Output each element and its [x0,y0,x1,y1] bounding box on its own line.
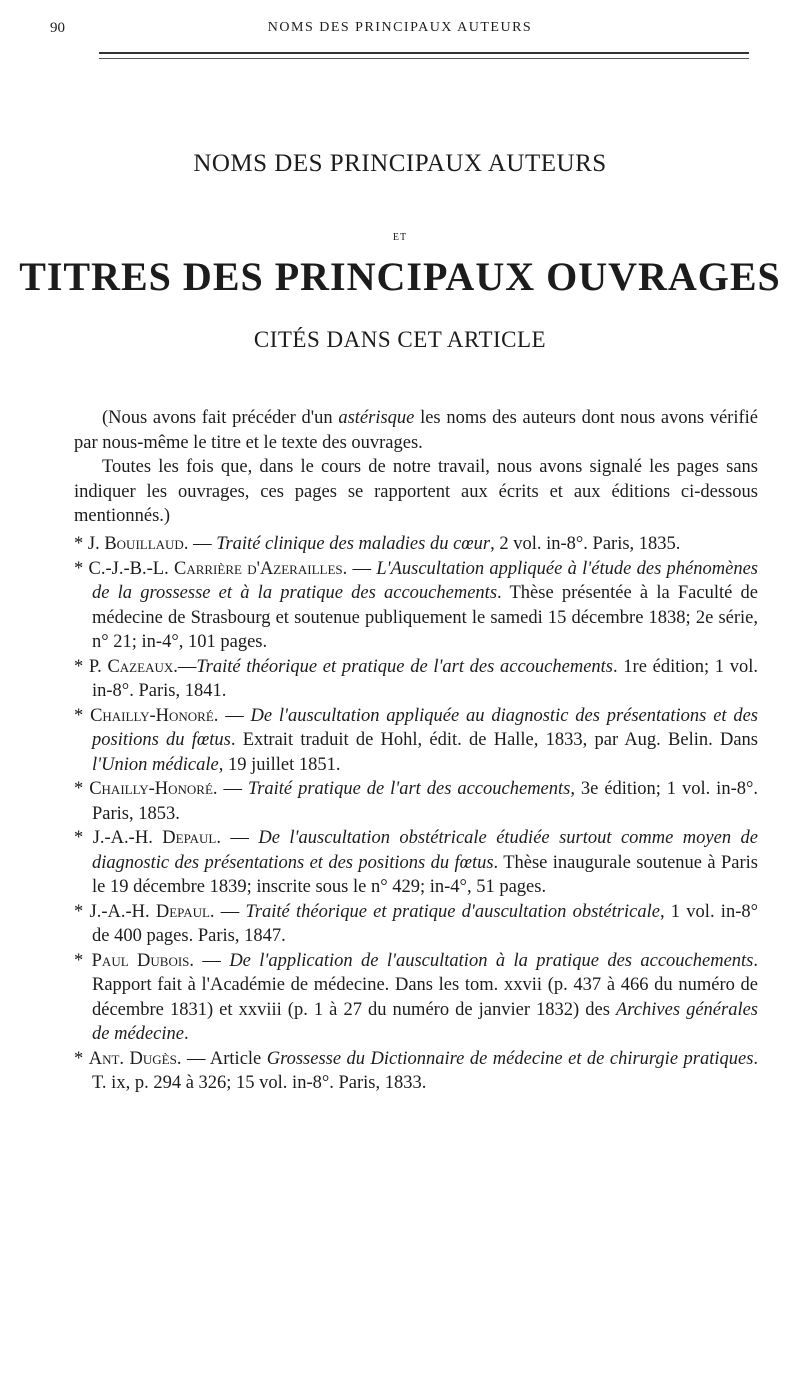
entry-title: De l'auscultation obstétricale étudiée surtout comme moyen de diagnostic des présentations et des positions du fœtus [92,828,758,873]
entry-prefix: * J. [74,534,105,554]
entry-title: Traité pratique de l'art des accouchements [247,779,571,799]
entry-separator: . — [342,558,377,579]
bibliography-entry [74,949,758,1047]
intro-paragraph-1 [74,406,758,455]
entry-title: Traité théorique et pratique de l'art des accouchements [196,656,614,677]
entry-separator: . — [216,828,259,848]
entry-details: . [183,1024,189,1044]
big-title: TITRES DES PRINCIPAUX OUVRAGES [19,254,781,299]
entry-details: , 19 juillet 1851. [218,754,341,775]
entry-author: Ant. Dugès [88,1048,177,1069]
entry-details: , 2 vol. in-8°. Paris, 1835. [490,534,681,554]
page-number: 90 [50,20,65,36]
entry-details: , 3e édition; 1 vol. in-8°. Paris, 1853. [92,779,759,824]
header-rule-thick [99,52,749,54]
entry-title: De l'application de l'auscultation à la pratique des accouchements [229,950,754,971]
entry-title: L'Auscultation appliquée à l'étude des phénomènes de la grossesse et à la pratique des accouchements [92,558,759,603]
intro-note [74,406,758,529]
entry-prefix: * J.-A.-H. [74,828,163,848]
entry-prefix: * [74,950,92,971]
intro-text: (Nous avons fait précéder d'un [102,408,339,428]
entry-author: Cazeaux [107,656,174,677]
entry-journal: l'Union médicale [92,754,219,775]
subtitle: CITÉS DANS CET ARTICLE [253,327,547,352]
entry-title: Traité clinique des maladies du cœur [216,534,491,554]
entry-prefix: * J.-A.-H. [74,901,156,922]
entry-author: Bouillaud [104,534,184,554]
bibliography-entry [74,532,758,557]
entry-author: Depaul [162,828,217,848]
entry-separator: . — [189,950,230,971]
entry-separator: . — Article [176,1048,267,1069]
entry-title: Traité théorique et pratique d'auscultation obstétricale [245,901,660,922]
entry-author: Chailly-Honoré [89,779,213,799]
entry-details: . 1re édition; 1 vol. in-8°. Paris, 1841. [92,656,758,701]
entry-prefix: * C.-J.-B.-L. [74,558,174,579]
bibliography-entry [74,900,758,949]
entry-separator: . — [213,705,251,726]
main-title: NOMS DES PRINCIPAUX AUTEURS [193,150,607,177]
entry-separator: .— [173,656,197,677]
entry-separator: . — [209,901,246,922]
intro-text: les noms des auteurs dont nous avons vérifié par nous-même le titre et le texte des ouvrages. [74,408,758,453]
bibliography-entry [74,704,758,778]
entry-details: . Extrait traduit de Hohl, édit. de Halle, 1833, par Aug. Belin. Dans [230,730,759,750]
bibliography-entry [74,1047,758,1096]
entry-details: , 1 vol. in-8° de 400 pages. Paris, 1847. [92,901,759,946]
entry-prefix: * [74,1048,89,1069]
running-head [50,20,750,44]
entry-details: . T. ix, p. 294 à 326; 15 vol. in-8°. Paris, 1833. [92,1048,759,1093]
entry-details: . Thèse inaugurale soutenue à Paris le 19 décembre 1839; inscrite sous le n° 429; in-4°, 51 pages. [92,852,758,897]
bibliography-list [74,532,758,1096]
bibliography-entry [74,655,758,704]
running-title: NOMS DES PRINCIPAUX AUTEURS [267,20,533,35]
entry-prefix: * [74,779,90,799]
entry-author: Depaul [155,901,210,922]
intro-emphasis: astérisque [338,408,415,428]
entry-title: De l'auscultation appliquée au diagnostic des présentations et des positions du fœtus [92,705,759,750]
entry-author: Chailly-Honoré [90,705,214,726]
entry-separator: . — [212,779,248,799]
entry-title: Grossesse du Dictionnaire de médecine et de chirurgie pratiques [266,1048,754,1069]
entry-separator: . — [183,534,217,554]
entry-details: . Thèse présentée à la Faculté de médecine de Strasbourg et soutenue publiquement le samedi 15 décembre 1838; 2e série, n° 21; in-4°, 101 pages. [92,583,758,652]
entry-prefix: * [74,705,91,726]
bibliography-entry [74,557,758,655]
entry-details: . Rapport fait à l'Académie de médecine. Dans les tom. xxvii (p. 437 à 466 du numéro de décembre 1831) et xxviii (p. 1 à 27 du numéro de janvier 1832) des [92,950,759,1020]
intro-paragraph-2: Toutes les fois que, dans le cours de notre travail, nous avons signalé les pages sans indiquer les ouvrages, ces pages se rapportent aux écrits et aux éditions ci-dessous mentionnés.) [74,457,758,526]
entry-journal: Archives générales de médecine [92,999,758,1044]
bibliography-entry [74,826,758,900]
entry-author: Paul Dubois [91,950,190,971]
title-conjunction: ET [392,232,408,243]
header-rule-thin [99,58,749,59]
entry-prefix: * P. [74,656,108,677]
bibliography-entry [74,777,758,826]
entry-author: Carrière d'Azerailles [173,558,343,579]
